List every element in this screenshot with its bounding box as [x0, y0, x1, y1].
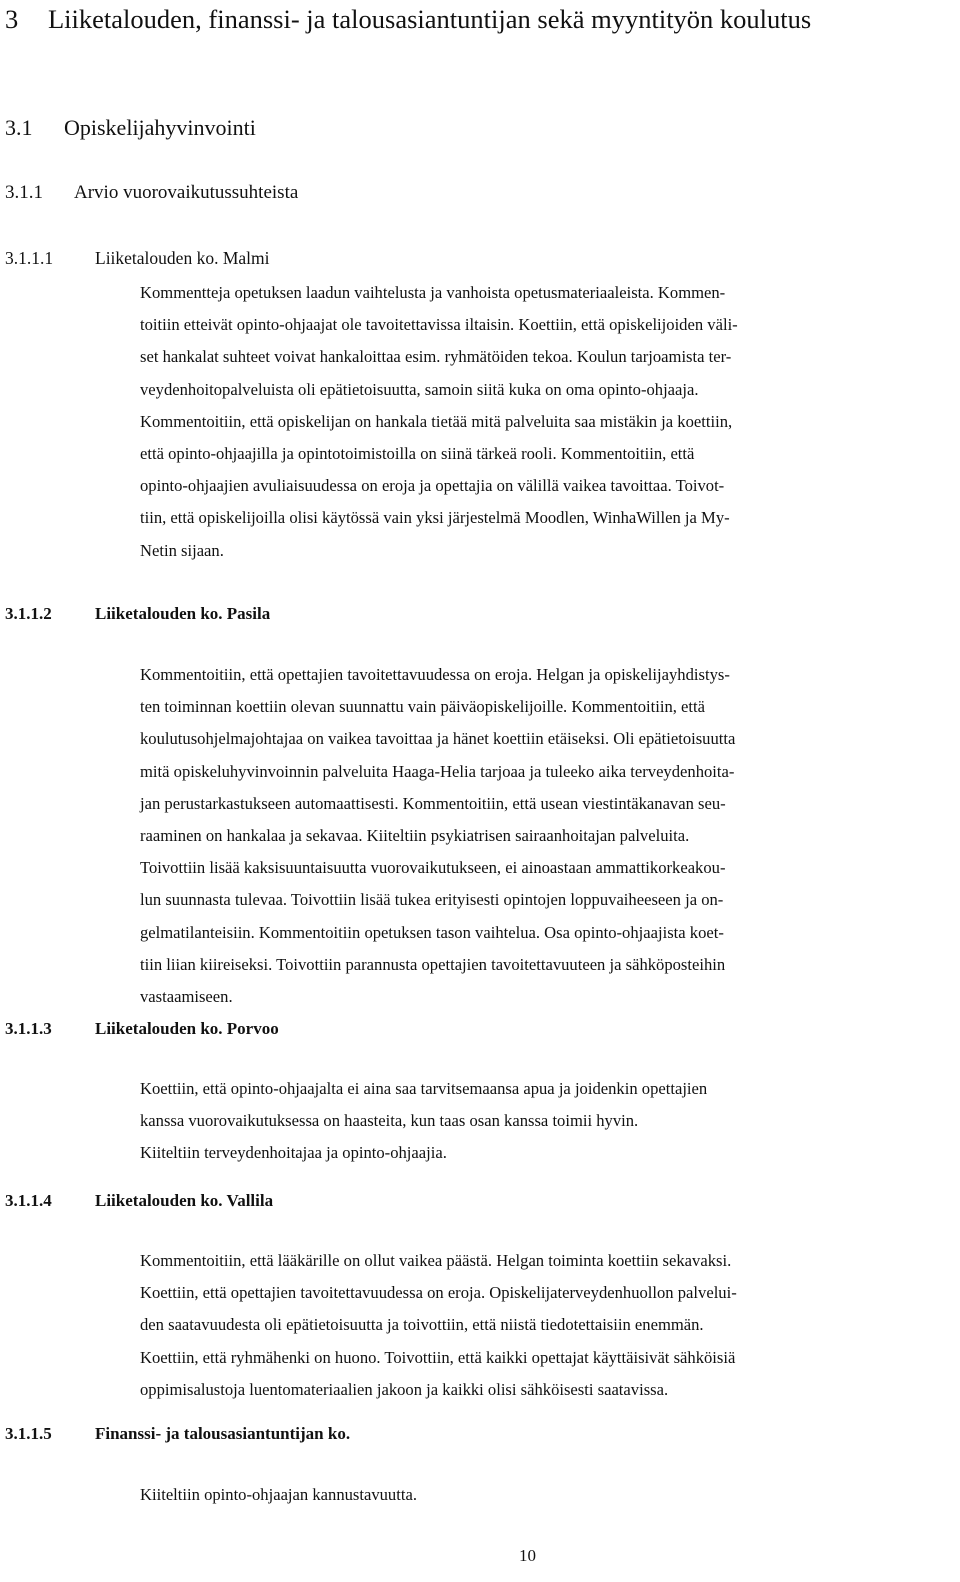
text-line: mitä opiskeluhyvinvoinnin palveluita Haaga-Helia tarjoaa ja tuleeko aika terveydenhoita-: [140, 761, 735, 781]
text-line: den saatavuudesta oli epätietoisuutta ja toivottiin, että niistä tiedotettaisiin enemmän.: [140, 1315, 704, 1335]
text-line: oppimisalustoja luentomateriaalien jakoon ja kaikki olisi sähköisesti saatavissa.: [140, 1379, 669, 1399]
section-title-finanssi: Finanssi- ja talousasiantuntijan ko.: [95, 1424, 351, 1443]
text-line: Kiiteltiin terveydenhoitajaa ja opinto-ohjaajia.: [140, 1143, 447, 1163]
section-title-pasila: Liiketalouden ko. Pasila: [95, 604, 271, 623]
section-title-porvoo: Liiketalouden ko. Porvoo: [95, 1019, 279, 1038]
text-line: opinto-ohjaajien avuliaisuudessa on eroja ja opettajia on välillä vaikea tavoittaa. Toivot-: [140, 476, 725, 496]
text-line: set hankalat suhteet voivat hankaloittaa esim. ryhmätöiden tekoa. Koulun tarjoamista ter-: [140, 347, 732, 367]
text-line: Koettiin, että ryhmähenki on huono. Toivottiin, että kaikki opettajat käyttäisivät sähköisiä: [140, 1347, 736, 1367]
section-title-malmi: Liiketalouden ko. Malmi: [95, 248, 270, 268]
text-line: Koettiin, että opinto-ohjaajalta ei aina saa tarvitsemaansa apua ja joidenkin opettajien: [140, 1079, 708, 1098]
text-line: Kommentteja opetuksen laadun vaihtelusta ja vanhoista opetusmateriaaleista. Kommen-: [140, 283, 726, 302]
section-number-porvoo: 3.1.1.3: [5, 1019, 52, 1038]
section-number-finanssi: 3.1.1.5: [5, 1424, 52, 1443]
text-line: tiin liian kiireiseksi. Toivottiin parannusta opettajien tavoitettavuuteen ja sähköposteihin: [140, 954, 726, 974]
text-line: Toivottiin lisää kaksisuuntaisuutta vuorovaikutukseen, ei ainoastaan ammattikorkeakou-: [140, 858, 726, 878]
section-text-finanssi: [140, 1479, 952, 1511]
text-line: Kommentoitiin, että opiskelijan on hankala tietää mitä palveluita saa mistäkin ja koettiin,: [140, 411, 733, 431]
section-text-porvoo: [140, 1073, 952, 1170]
chapter-number: 3: [5, 4, 19, 34]
text-line: Kiiteltiin opinto-ohjaajan kannustavuutta.: [140, 1485, 417, 1504]
section-heading-malmi: [5, 246, 269, 270]
section-text-malmi: [140, 277, 952, 567]
section-heading-pasila: [5, 602, 270, 626]
text-line: että opinto-ohjaajilla ja opintotoimistoilla on siinä tärkeä rooli. Kommentoitiin, että: [140, 444, 695, 464]
text-line: kanssa vuorovaikutuksessa on haasteita, kun taas osan kanssa toimii hyvin.: [140, 1111, 639, 1131]
text-line: lun suunnasta tulevaa. Toivottiin lisää tukea erityisesti opintojen loppuvaiheeseen ja on-: [140, 890, 724, 910]
text-line: tiin, että opiskelijoilla olisi käytössä vain yksi järjestelmä Moodlen, WinhaWillen ja My-: [140, 508, 730, 528]
section-number-malmi: 3.1.1.1: [5, 248, 54, 268]
page-number: 10: [519, 1546, 536, 1565]
section-text-pasila: [140, 659, 952, 1013]
section-number-vallila: 3.1.1.4: [5, 1191, 52, 1210]
section-title: Opiskelijahyvinvointi: [64, 115, 256, 140]
subsection-heading: [5, 180, 298, 206]
text-line: gelmatilanteisiin. Kommentoitiin opetuksen tason vaihtelua. Osa opinto-ohjaajista koet-: [140, 922, 724, 942]
text-line: Kommentoitiin, että lääkärille on ollut vaikea päästä. Helgan toiminta koettiin sekavaksi.: [140, 1251, 732, 1270]
text-line: vastaamiseen.: [140, 987, 233, 1007]
text-line: Netin sijaan.: [140, 540, 224, 560]
text-line: Koettiin, että opettajien tavoitettavuudessa on eroja. Opiskelijaterveydenhuollon palvelui-: [140, 1283, 737, 1303]
text-line: koulutusohjelmajohtajaa on vaikea tavoittaa ja hänet koettiin etäiseksi. Oli epätietoisuutta: [140, 729, 736, 749]
text-line: toitiin etteivät opinto-ohjaajat ole tavoitettavissa iltaisin. Koettiin, että opiskelijoiden väli-: [140, 315, 738, 335]
text-line: raaminen on hankalaa ja sekavaa. Kiiteltiin psykiatrisen sairaanhoitajan palveluita.: [140, 826, 690, 846]
chapter-title: Liiketalouden, finanssi- ja talousasiantuntijan sekä myyntityön koulutus: [48, 4, 812, 34]
section-heading-porvoo: [5, 1017, 279, 1041]
section-number: 3.1: [5, 115, 33, 140]
section-text-vallila: [140, 1245, 952, 1406]
section-number-pasila: 3.1.1.2: [5, 604, 52, 623]
subsection-title: Arvio vuorovaikutussuhteista: [74, 182, 299, 203]
text-line: veydenhoitopalveluista oli epätietoisuutta, samoin siitä kuka on oma opinto-ohjaaja.: [140, 379, 699, 399]
text-line: ten toiminnan koettiin olevan suunnattu vain päiväopiskelijoille. Kommentoitiin, että: [140, 697, 706, 717]
section-heading-vallila: [5, 1189, 273, 1213]
section-heading: [5, 113, 256, 143]
text-line: jan perustarkastukseen automaattisesti. Kommentoitiin, että usean viestintäkanavan seu-: [140, 793, 726, 813]
text-line: Kommentoitiin, että opettajien tavoitettavuudessa on eroja. Helgan ja opiskelijayhdistys-: [140, 665, 730, 684]
subsection-number: 3.1.1: [5, 182, 43, 203]
chapter-heading: [0, 0, 955, 38]
section-title-vallila: Liiketalouden ko. Vallila: [95, 1191, 274, 1210]
section-heading-finanssi: [5, 1422, 350, 1446]
